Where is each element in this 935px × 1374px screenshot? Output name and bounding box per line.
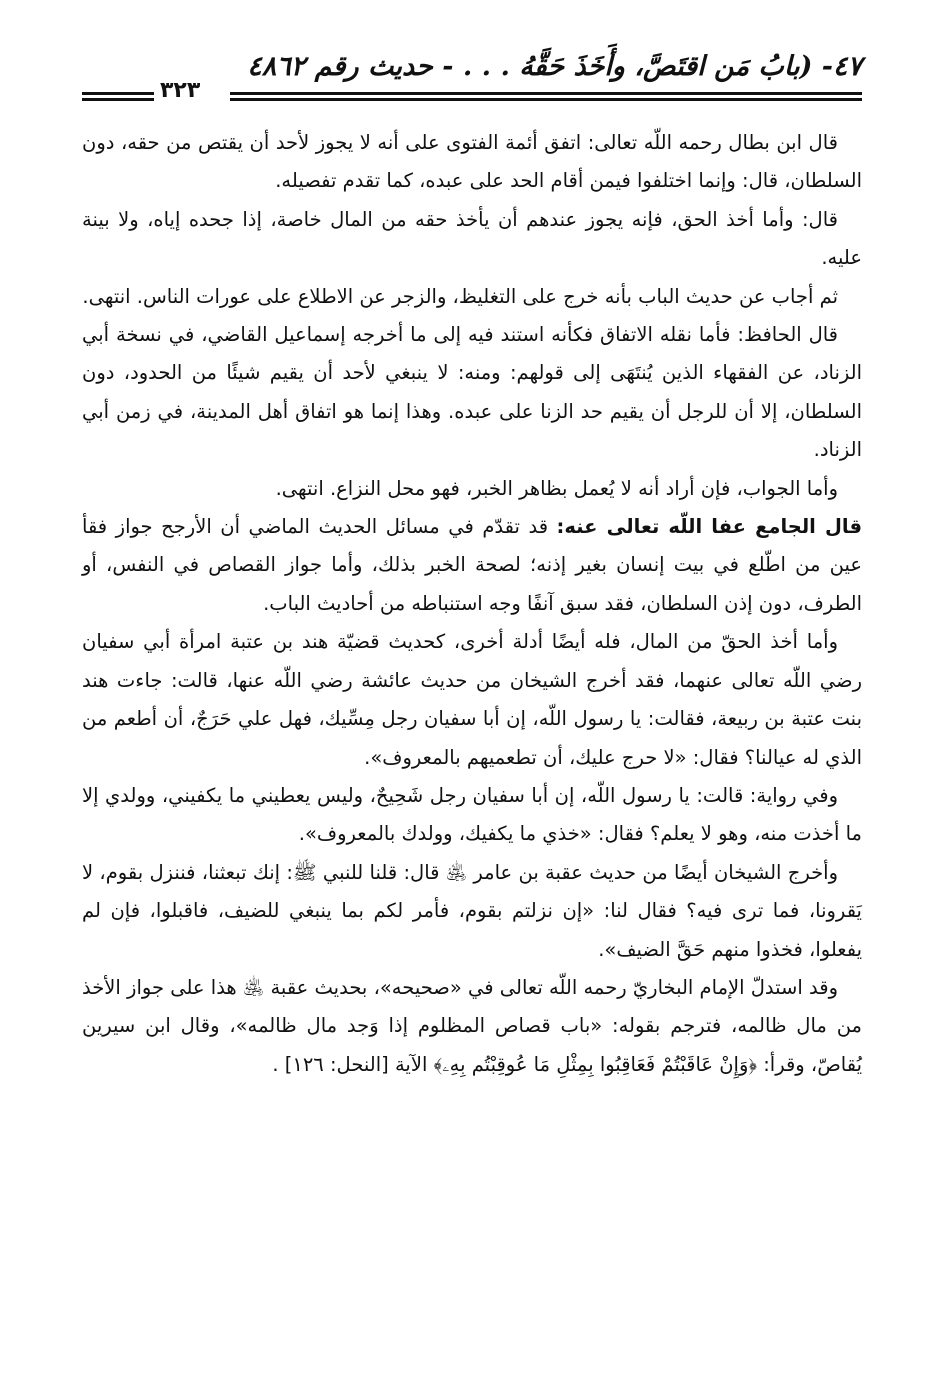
paragraph: وأما أخذ الحقّ من المال، فله أيضًا أدلة أخرى، كحديث قضيّة هند بن عتبة امرأة أبي سفيان رضي اللّه تعالى عنهما، فقد أخرج الشيخان من حديث عائشة رضي اللّه عنها، قالت: جاءت هند بنت عتبة بن ربيعة، فقالت: يا رسول اللّه، إن أبا سفيان رجل مِسِّيك، فهل علي حَرَجٌ، أن أطعم من الذي له عيالنا؟ فقال: «لا حرج عليك، أن تطعميهم بالمعروف».: [82, 630, 862, 769]
bold-lead: قال الجامع عفا اللّه تعالى عنه:: [556, 515, 862, 539]
paragraph: [82, 508, 862, 623]
paragraph: ثم أجاب عن حديث الباب بأنه خرج على التغليظ، والزجر عن الاطلاع على عورات الناس. انتهى.: [82, 284, 838, 308]
paragraph: وأما الجواب، فإن أراد أنه لا يُعمل بظاهر الخبر، فهو محل النزاع. انتهى.: [275, 476, 838, 500]
running-title: ٤٧- (بابُ مَن اقتَصَّ، وأَخَذَ حَقَّهُ . . . - حديث رقم ٤٨٦٢: [247, 51, 862, 82]
paragraph: وقد استدلّ الإمام البخاريّ رحمه اللّه تعالى في «صحيحه»، بحديث عقبة ﵁ هذا على جواز الأخذ من مال ظالمه، فترجم بقوله: «باب قصاص المظلوم إذا وَجد مال ظالمه»، وقال ابن سيرين يُقاصّ، وقرأ: ﴿وَإِنْ عَاقَبْتُمْ فَعَاقِبُوا بِمِثْلِ مَا عُوقِبْتُم بِهِۦ﴾ الآية [النحل: ١٢٦] .: [82, 975, 862, 1076]
header-rule-right: [230, 92, 862, 101]
page-header: [82, 50, 862, 108]
paragraph: قال ابن بطال رحمه اللّه تعالى: اتفق أئمة الفتوى على أنه لا يجوز لأحد أن يقتص من حقه، دون السلطان، قال: وإنما اختلفوا فيمن أقام الحد على عبده، كما تقدم تفصيله.: [82, 131, 862, 193]
paragraph: وأخرج الشيخان أيضًا من حديث عقبة بن عامر ﵁ قال: قلنا للنبي ﷺ: إنك تبعثنا، فننزل بقوم، لا يَقرونا، فما ترى فيه؟ فقال لنا: «إن نزلتم بقوم، فأمر لكم بما ينبغي للضيف، فاقبلوا، فإن لم يفعلوا، فخذوا منهم حَقَّ الضيف».: [82, 860, 862, 961]
body-text: [82, 124, 862, 1084]
header-rule-left: [82, 92, 154, 101]
paragraph-text: قد تقدّم في مسائل الحديث الماضي أن الأرجح جواز فقأ عين من اطّلع في بيت إنسان بغير إذنه؛ لصحة الخبر بذلك، وأما جواز القصاص في النفس، أو الطرف، دون إذن السلطان، فقد سبق آنفًا وجه استنباطه من أحاديث الباب.: [82, 515, 862, 615]
paragraph: قال الحافظ: فأما نقله الاتفاق فكأنه استند فيه إلى ما أخرجه إسماعيل القاضي، في نسخة أبي الزناد، عن الفقهاء الذين يُنتَهَى إلى قولهم: ومنه: لا ينبغي لأحد أن يقيم شيئًا من الحدود، دون السلطان، إلا أن للرجل أن يقيم حد الزنا على عبده. وهذا إنما هو اتفاق أهل المدينة، في زمن أبي الزناد.: [82, 323, 862, 462]
page-number: ٣٢٣: [160, 78, 201, 103]
paragraph: قال: وأما أخذ الحق، فإنه يجوز عندهم أن يأخذ حقه من المال خاصة، إذا جحده إياه، ولا بينة عليه.: [82, 207, 862, 270]
paragraph: وفي رواية: قالت: يا رسول اللّه، إن أبا سفيان رجل شَحِيحٌ، وليس يعطيني ما يكفيني، وولدي إلا ما أخذت منه، وهو لا يعلم؟ فقال: «خذي ما يكفيك، وولدك بالمعروف».: [82, 783, 862, 846]
